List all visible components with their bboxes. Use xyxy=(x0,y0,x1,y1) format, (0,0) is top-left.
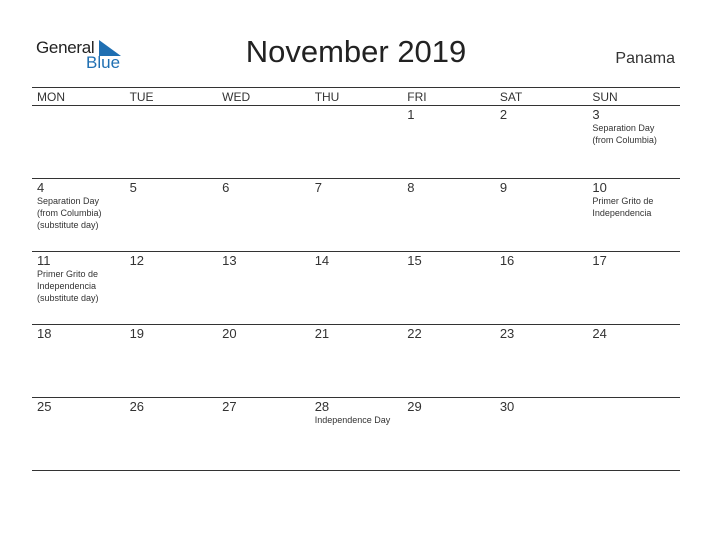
holiday-label: Separation Day (from Columbia) xyxy=(592,123,657,145)
day-number: 14 xyxy=(314,253,330,268)
day-cell xyxy=(125,398,218,470)
holiday-label: Separation Day (from Columbia) (substitute day) xyxy=(37,196,102,230)
day-cell xyxy=(32,252,125,324)
day-cell xyxy=(217,325,310,397)
day-cell xyxy=(125,325,218,397)
day-cell xyxy=(125,252,218,324)
day-number: 22 xyxy=(407,326,422,341)
day-cell xyxy=(310,398,403,470)
day-number: 27 xyxy=(222,399,237,414)
day-number: 16 xyxy=(499,253,515,268)
day-cell xyxy=(217,252,310,324)
day-number: 12 xyxy=(129,253,145,268)
day-cell xyxy=(495,398,588,470)
day-cell xyxy=(495,325,588,397)
day-number: 4 xyxy=(37,180,45,195)
day-number: 20 xyxy=(222,326,237,341)
day-cell xyxy=(495,252,588,324)
day-number: 5 xyxy=(129,180,137,195)
day-cell xyxy=(310,106,403,178)
calendar-grid xyxy=(32,87,680,471)
weekday-sat: SAT xyxy=(499,90,523,104)
day-number: 29 xyxy=(407,399,422,414)
day-cell xyxy=(32,106,125,178)
day-cell xyxy=(125,179,218,251)
day-cell xyxy=(310,252,403,324)
week-row xyxy=(32,252,680,325)
day-number: 23 xyxy=(499,326,515,341)
country-label: Panama xyxy=(615,50,675,67)
day-cell xyxy=(32,325,125,397)
weekday-thu: THU xyxy=(314,90,340,104)
day-number: 8 xyxy=(407,180,415,195)
weekday-header xyxy=(32,87,680,106)
day-number: 13 xyxy=(222,253,237,268)
day-number: 25 xyxy=(37,399,52,414)
day-cell xyxy=(217,106,310,178)
day-cell xyxy=(125,106,218,178)
day-number: 30 xyxy=(499,399,515,414)
day-cell xyxy=(495,106,588,178)
weekday-fri: FRI xyxy=(407,90,427,104)
weeks-container xyxy=(32,106,680,471)
day-cell xyxy=(310,325,403,397)
week-row xyxy=(32,398,680,471)
day-number: 17 xyxy=(592,253,607,268)
day-cell xyxy=(402,179,495,251)
day-number: 26 xyxy=(129,399,145,414)
day-number: 21 xyxy=(314,326,330,341)
weekday-wed: WED xyxy=(222,90,251,104)
day-number: 11 xyxy=(37,253,51,268)
day-number: 28 xyxy=(314,399,330,414)
day-number: 18 xyxy=(37,326,52,341)
day-number: 3 xyxy=(592,107,600,122)
day-cell xyxy=(402,398,495,470)
day-cell xyxy=(217,398,310,470)
day-cell xyxy=(32,398,125,470)
day-number: 1 xyxy=(407,107,415,122)
day-cell xyxy=(587,252,680,324)
day-number: 10 xyxy=(592,180,607,195)
holiday-label: Primer Grito de Independencia xyxy=(592,196,654,218)
day-number: 15 xyxy=(407,253,422,268)
weekday-sun: SUN xyxy=(592,90,618,104)
day-number: 24 xyxy=(592,326,607,341)
day-cell xyxy=(32,179,125,251)
holiday-label: Independence Day xyxy=(314,415,391,425)
logo-text-general: General xyxy=(36,38,95,57)
day-number: 19 xyxy=(129,326,145,341)
logo-text-blue: Blue xyxy=(86,53,121,72)
day-number: 2 xyxy=(499,107,508,122)
week-row xyxy=(32,179,680,252)
page-title: November 2019 xyxy=(245,34,467,69)
day-number: 7 xyxy=(314,180,322,195)
week-row xyxy=(32,325,680,398)
day-cell xyxy=(587,325,680,397)
day-number: 9 xyxy=(499,180,508,195)
day-cell xyxy=(587,106,680,178)
holiday-label: Primer Grito de Independencia (substitute day) xyxy=(37,269,99,303)
day-cell xyxy=(587,179,680,251)
weekday-tue: TUE xyxy=(129,90,154,104)
day-number: 6 xyxy=(222,180,230,195)
week-row xyxy=(32,106,680,179)
weekday-mon: MON xyxy=(37,90,65,104)
day-cell xyxy=(402,106,495,178)
day-cell xyxy=(310,179,403,251)
day-cell xyxy=(402,325,495,397)
day-cell xyxy=(495,179,588,251)
day-cell xyxy=(402,252,495,324)
day-cell xyxy=(217,179,310,251)
day-cell xyxy=(587,398,680,470)
